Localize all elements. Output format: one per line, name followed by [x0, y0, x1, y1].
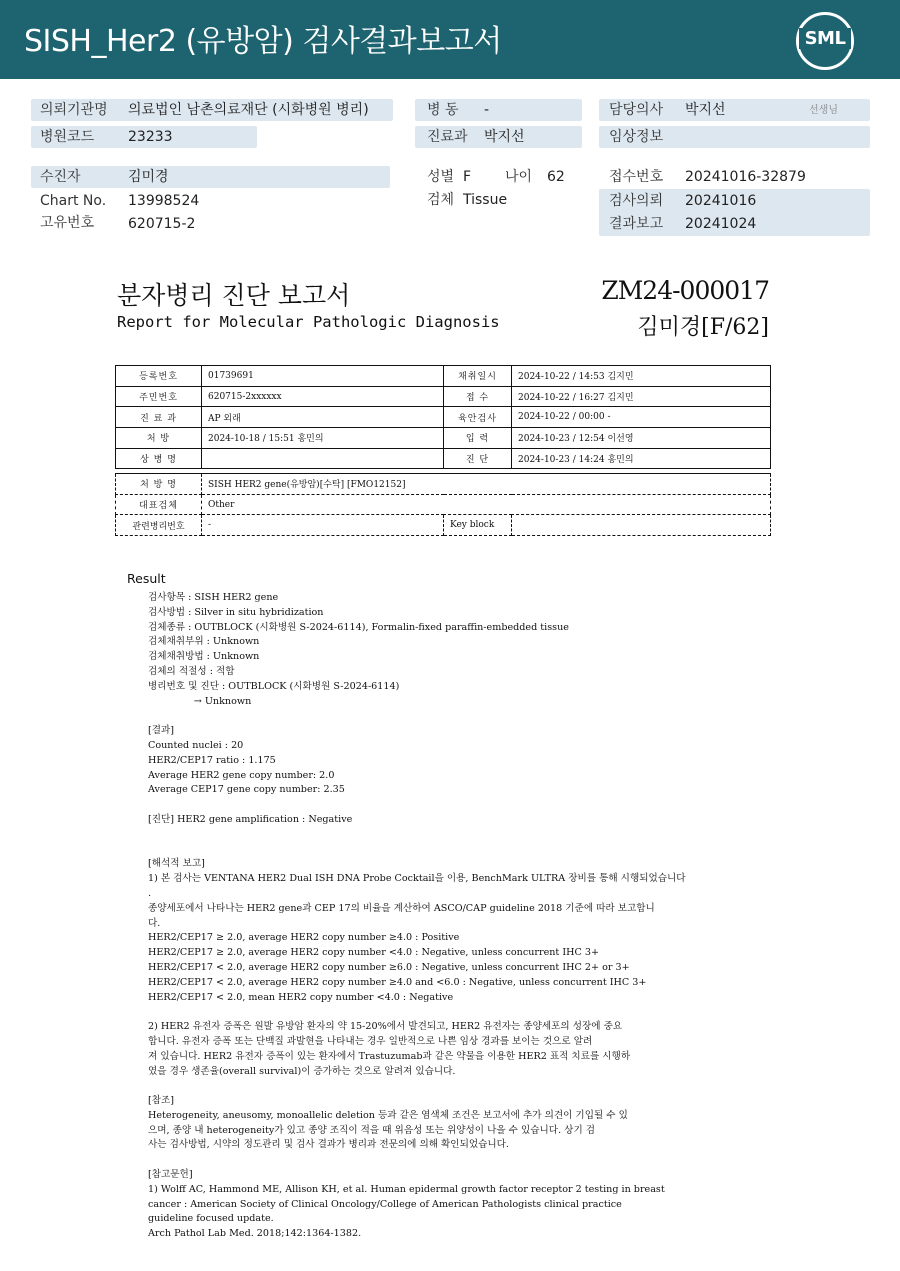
result-line: HER2/CEP17 ratio : 1.175 — [148, 754, 276, 766]
result-line: . — [148, 887, 152, 899]
rx-value: SISH HER2 gene(유방암)[수탁] [FMO12152] — [202, 474, 771, 495]
age-value: 62 — [547, 169, 565, 185]
registration-cell-value: 01739691 — [202, 366, 444, 387]
result-line: 검체종류 : OUTBLOCK (시화병원 S-2024-6114), Formalin-fixed paraffin-embedded tissue — [148, 621, 569, 633]
prescription-table — [115, 473, 771, 536]
result-body — [148, 591, 888, 1242]
uid-label: 고유번호 — [40, 215, 95, 231]
specimen-label: 검체 — [427, 192, 455, 208]
result-line — [148, 843, 888, 858]
sex-value: F — [463, 169, 472, 185]
chart-value: 13998524 — [128, 193, 200, 209]
result-line: 합니다. 유전자 증폭 또는 단백질 과발현을 나타내는 경우 일반적으로 나쁜 임상 경과를 보이는 것으로 알려 — [148, 1035, 593, 1047]
table-row — [116, 386, 771, 407]
rx-label: 처 방 명 — [116, 474, 202, 495]
registration-cell-label2: 진 단 — [444, 448, 512, 469]
result-line: HER2/CEP17 < 2.0, average HER2 copy number ≥6.0 : Negative, unless concurrent IHC 2+ or 3+ — [148, 961, 630, 973]
key-block-label: Key block — [444, 515, 512, 536]
result-line: Heterogeneity, aneusomy, monoallelic deletion 등과 같은 염색체 조건은 보고서에 추가 의견이 기입될 수 있 — [148, 1109, 628, 1121]
page-title: SISH_Her2 (유방암) 검사결과보고서 — [24, 24, 502, 59]
registration-cell-value — [202, 448, 444, 469]
result-line: 다. — [148, 917, 161, 929]
table-row — [116, 494, 771, 515]
specimen-value: Tissue — [463, 192, 508, 208]
result-line: [참고문헌] — [148, 1169, 193, 1181]
result-line: Average CEP17 gene copy number: 2.35 — [148, 784, 345, 796]
request-value: 20241016 — [685, 193, 757, 209]
report-header-bar — [0, 0, 900, 79]
result-line: [결과] — [148, 725, 175, 737]
registration-cell-value: 620715-2xxxxxx — [202, 386, 444, 407]
registration-cell-label: 주민번호 — [116, 386, 202, 407]
result-line: [진단] HER2 gene amplification : Negative — [148, 813, 353, 825]
result-line: HER2/CEP17 ≥ 2.0, average HER2 copy number <4.0 : Negative, unless concurrent IHC 3+ — [148, 947, 600, 959]
result-line: 병리번호 및 진단 : OUTBLOCK (시화병원 S-2024-6114) — [148, 680, 400, 692]
result-line: 검사방법 : Silver in situ hybridization — [148, 606, 324, 618]
patient-label: 수진자 — [40, 169, 81, 185]
dept-label: 진료과 — [427, 129, 468, 145]
result-line: 으며, 종양 내 heterogeneity가 있고 종양 조직이 적을 때 위음성 또는 위양성이 나올 수 있습니다. 상기 검 — [148, 1124, 596, 1136]
registration-cell-label2: 입 력 — [444, 428, 512, 449]
result-line — [148, 828, 888, 843]
registration-cell-value2: 2024-10-22 / 16:27 김지민 — [512, 386, 771, 407]
result-line — [148, 709, 888, 724]
result-line: Counted nuclei : 20 — [148, 739, 244, 751]
key-block-value — [512, 515, 771, 536]
rep-specimen-label: 대표검체 — [116, 494, 202, 515]
hospital-code-value: 23233 — [128, 129, 173, 145]
result-line — [148, 1153, 888, 1168]
receipt-label: 접수번호 — [609, 169, 664, 185]
age-label: 나이 — [505, 169, 533, 185]
result-line: HER2/CEP17 < 2.0, average HER2 copy number ≥4.0 and <6.0 : Negative, unless concurrent IHC 3+ — [148, 976, 647, 988]
result-line: Arch Pathol Lab Med. 2018;142:1364-1382. — [148, 1228, 362, 1240]
report-title-english: Report for Molecular Pathologic Diagnosis — [117, 313, 500, 331]
result-line: [해석적 보고] — [148, 858, 205, 870]
report-title-korean: 분자병리 진단 보고서 — [117, 281, 351, 310]
result-line: 져 있습니다. HER2 유전자 증폭이 있는 환자에서 Trastuzumab과 같은 약물을 이용한 HER2 표적 치료를 시행하 — [148, 1050, 631, 1062]
table-row — [116, 448, 771, 469]
chart-label: Chart No. — [40, 193, 107, 209]
table-row — [116, 428, 771, 449]
registration-cell-value2: 2024-10-23 / 14:24 홍민의 — [512, 448, 771, 469]
registration-cell-value2: 2024-10-22 / 00:00 - — [512, 407, 771, 428]
table-row — [116, 474, 771, 495]
registration-cell-label: 등록번호 — [116, 366, 202, 387]
ward-label: 병 동 — [427, 102, 459, 118]
sml-logo — [796, 12, 854, 70]
result-line: guideline focused update. — [148, 1213, 274, 1225]
institution-label: 의뢰기관명 — [40, 102, 108, 118]
result-line: 검사항목 : SISH HER2 gene — [148, 592, 279, 603]
related-path-value: - — [202, 515, 444, 536]
result-line: → Unknown — [148, 695, 252, 707]
result-line: 종양세포에서 나타나는 HER2 gene과 CEP 17의 비율을 계산하여 ASCO/CAP guideline 2018 기준에 따라 보고합니 — [148, 902, 655, 914]
sex-label: 성별 — [427, 169, 455, 185]
registration-cell-label: 진 료 과 — [116, 407, 202, 428]
result-line — [148, 1005, 888, 1020]
patient-value: 김미경 — [128, 169, 169, 185]
doctor-value: 박지선 — [685, 102, 726, 118]
result-date-label: 결과보고 — [609, 216, 664, 232]
result-line: 검체의 적절성 : 적합 — [148, 665, 235, 677]
result-line: 검체채취부위 : Unknown — [148, 636, 260, 648]
rep-specimen-value: Other — [202, 494, 771, 515]
result-line — [148, 798, 888, 813]
result-line: Average HER2 gene copy number: 2.0 — [148, 769, 335, 781]
result-line: cancer : American Society of Clinical Oncology/College of American Pathologists clinical practice — [148, 1198, 622, 1210]
result-line: 1) Wolff AC, Hammond ME, Allison KH, et al. Human epidermal growth factor receptor 2 testing in breast — [148, 1183, 665, 1195]
report-patient: 김미경[F/62] — [637, 315, 769, 340]
registration-cell-label2: 채취일시 — [444, 366, 512, 387]
related-path-label: 관련병리번호 — [116, 515, 202, 536]
receipt-value: 20241016-32879 — [685, 169, 806, 185]
registration-cell-label2: 육안검사 — [444, 407, 512, 428]
registration-cell-value: 2024-10-18 / 15:51 홍민의 — [202, 428, 444, 449]
doctor-suffix: 선생님 — [809, 105, 838, 116]
result-line: [참조] — [148, 1095, 175, 1107]
hospital-code-label: 병원코드 — [40, 129, 95, 145]
result-line: 였을 경우 생존율(overall survival)이 증가하는 것으로 알려져 있습니다. — [148, 1065, 456, 1077]
result-line: 사는 검사방법, 시약의 정도관리 및 검사 결과가 병리과 전문의에 의해 확인되었습니다. — [148, 1139, 509, 1151]
result-line: 1) 본 검사는 VENTANA HER2 Dual ISH DNA Probe Cocktail을 이용, BenchMark ULTRA 장비를 통해 시행되었습니다 — [148, 873, 686, 885]
report-number: ZM24-000017 — [601, 276, 769, 305]
logo-text: SML — [799, 28, 851, 49]
result-title: Result — [127, 571, 166, 586]
registration-cell-label2: 접 수 — [444, 386, 512, 407]
result-line: 2) HER2 유전자 증폭은 원발 유방암 환자의 약 15-20%에서 발견되고, HER2 유전자는 종양세포의 성장에 중요 — [148, 1021, 623, 1033]
dept-value: 박지선 — [484, 129, 525, 145]
uid-value: 620715-2 — [128, 216, 196, 232]
registration-cell-label: 상 병 명 — [116, 448, 202, 469]
registration-cell-label: 처 방 — [116, 428, 202, 449]
request-label: 검사의뢰 — [609, 193, 664, 209]
registration-table — [115, 365, 771, 469]
result-date-value: 20241024 — [685, 216, 757, 232]
registration-cell-value2: 2024-10-23 / 12:54 이선영 — [512, 428, 771, 449]
doctor-label: 담당의사 — [609, 102, 664, 118]
result-line: HER2/CEP17 < 2.0, mean HER2 copy number <4.0 : Negative — [148, 991, 454, 1003]
ward-value: - — [484, 102, 490, 118]
table-row — [116, 407, 771, 428]
table-row — [116, 366, 771, 387]
registration-cell-value2: 2024-10-22 / 14:53 김지민 — [512, 366, 771, 387]
clinical-label: 임상정보 — [609, 129, 664, 145]
institution-value: 의료법인 남촌의료재단 (시화병원 병리) — [128, 102, 369, 118]
table-row — [116, 515, 771, 536]
patient-row-bg — [31, 166, 390, 188]
result-line: 검체채취방법 : Unknown — [148, 651, 260, 663]
registration-cell-value: AP 외래 — [202, 407, 444, 428]
result-line — [148, 1079, 888, 1094]
result-line: HER2/CEP17 ≥ 2.0, average HER2 copy number ≥4.0 : Positive — [148, 932, 460, 944]
